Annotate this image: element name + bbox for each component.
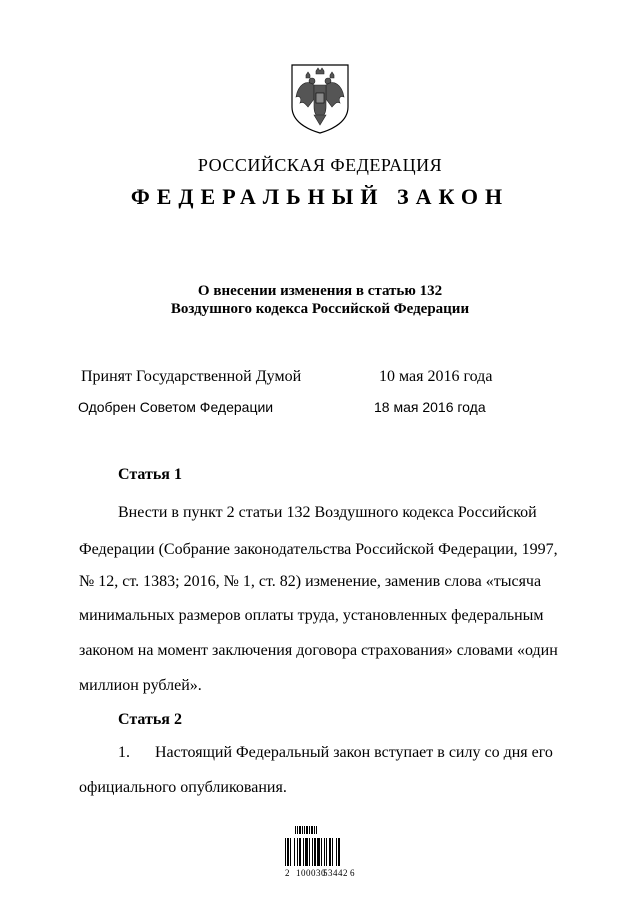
barcode-digits-2: 100030: [296, 868, 326, 878]
document-type: ФЕДЕРАЛЬНЫЙ ЗАКОН: [130, 184, 510, 209]
article-1-line: законом на момент заключения договора страхования» словами «один: [79, 642, 558, 659]
article-2-title: Статья 2: [118, 711, 182, 728]
small-barcode-icon: [295, 826, 317, 834]
article-1-line: № 12, ст. 1383; 2016, № 1, ст. 82) изменение, заменив слова «тысяча: [79, 573, 542, 590]
adopted-by-duma-date: 10 мая 2016 года: [379, 368, 493, 385]
country-name: РОССИЙСКАЯ ФЕДЕРАЦИЯ: [197, 155, 443, 175]
article-2-line: Настоящий Федеральный закон вступает в силу со дня его: [155, 744, 553, 761]
barcode-digits-3: 53442: [323, 868, 348, 878]
barcode-digit-4: 6: [350, 868, 355, 878]
approved-by-council-date: 18 мая 2016 года: [374, 399, 486, 415]
article-1-title: Статья 1: [118, 466, 182, 483]
coat-of-arms-icon: [288, 63, 352, 135]
article-2-line: официального опубликования.: [79, 779, 287, 796]
article-1-line: минимальных размеров оплаты труда, установленных федеральным: [79, 607, 544, 624]
article-1-line: миллион рублей».: [79, 677, 202, 694]
adopted-by-duma-label: Принят Государственной Думой: [81, 368, 302, 385]
article-1-line: Внести в пункт 2 статьи 132 Воздушного кодекса Российской: [118, 504, 537, 521]
law-subject-line-1: О внесении изменения в статью 132: [197, 283, 443, 299]
approved-by-council-label: Одобрен Советом Федерации: [78, 399, 274, 415]
law-subject-line-2: Воздушного кодекса Российской Федерации: [170, 301, 470, 317]
article-2-item-number: 1.: [118, 744, 130, 761]
article-1-line: Федерации (Собрание законодательства Российской Федерации, 1997,: [79, 541, 558, 558]
barcode-icon: [285, 834, 355, 870]
barcode-digit-1: 2: [285, 868, 290, 878]
